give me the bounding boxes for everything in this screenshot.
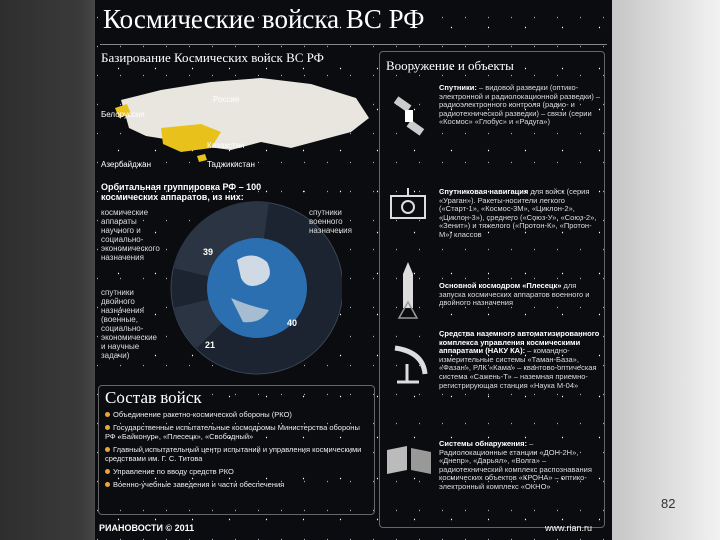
tajikistan-shape	[197, 154, 207, 162]
orbit-heading: Орбитальная группировка РФ – 100 космических аппаратов, из них:	[101, 182, 262, 202]
orbit-count-dual: 21	[205, 340, 216, 350]
infographic-slide	[95, 0, 612, 540]
bullet-icon	[105, 412, 110, 417]
radar-dish-icon	[389, 342, 431, 384]
composition-item: Управление по вводу средств РКО	[105, 468, 367, 477]
page-title: Космические войска ВС РФ	[103, 4, 425, 34]
source-url: www.rian.ru	[545, 523, 593, 533]
bullet-icon	[105, 482, 110, 487]
composition-item: Главный испытательный центр испытаний и управления космическими средствами им. Г. С. Титова	[105, 445, 362, 463]
bullet-icon	[105, 469, 110, 474]
radar-station-icon	[385, 440, 433, 480]
map-label-azerbaijan: Азербайджан	[101, 160, 152, 169]
source-credit: РИАНОВОСТИ © 2011	[99, 523, 195, 533]
satellite-icon	[385, 92, 433, 140]
bullet-icon	[105, 425, 110, 430]
orbit-count-military: 40	[287, 318, 298, 328]
header-divider	[100, 44, 607, 45]
composition-item: Государственные испытательные космодромы Министерства обороны РФ «Байконур», «Плесецк», «Свободный»	[105, 423, 360, 441]
orbit-label-dual-use: спутники двойного назначения (военные, социально-экономические и научные задачи)	[101, 288, 157, 360]
armament-section-plesetsk: Основной космодром «Плесецк» для запуска космических аппаратов военного и двойного назначения	[439, 281, 590, 308]
navigation-satellite-icon	[389, 188, 427, 224]
orbit-label-military: спутники военного назначения	[309, 208, 352, 235]
composition-item: Военно-учебные заведения и части обеспечения	[105, 481, 367, 490]
armament-section-satellites: Спутники: – видовой разведки (оптико-электронной и радиолокационной разведки) – радиоэлектронного контроля (радио- и радиотехнической разведки) – связи (серии «Космос» «Глобус» и «Радуга»)	[439, 83, 601, 127]
map-label-belarus: Белоруссия	[101, 110, 145, 119]
russia-shape	[121, 78, 369, 150]
rocket-icon	[395, 262, 421, 320]
orbit-count-science: 39	[203, 247, 214, 257]
bullet-icon	[105, 447, 110, 452]
slide-page-number: 82	[661, 496, 676, 511]
composition-item: Объединение ракетно-космической обороны (РКО)	[105, 411, 367, 420]
armament-section-detection: Системы обнаружения: – Радиолокационные станции «ДОН-2Н», «Днепр», «Дарьял», «Волга» – радиотехнический комплекс распознавания космических объектов «КРОНА» – оптико-электронный комплекс «ОКНО»	[439, 439, 592, 491]
composition-heading: Состав войск	[105, 388, 202, 407]
armament-section-navigation: Спутниковая навигация для войск (серия «Ураган»). Ракеты-носители легкого («Старт-1», «Космос-3М», «Циклон-2», «Циклон-3»), среднего («Союз-У», «Союз-2», «Зенит») и тяжелого («Протон-К», «Протон-М») классов	[439, 187, 597, 239]
armament-section-naku: Средства наземного автоматизированного комплекса управления космическими аппаратами (НАКУ КА): – командно-измерительные системы «Таман-База», «Фазан», РЛК «Кама» – квантово-оптическая система «Сажень-Т» – наземная приемно-регистрирующая станция «Наука М-04»	[439, 329, 600, 390]
map-label-russia: Россия	[213, 95, 240, 104]
orbit-label-science: космические аппараты научного и социально-экономического назначения	[101, 208, 160, 262]
basing-heading: Базирование Космических войск ВС РФ	[101, 50, 324, 65]
armament-heading: Вооружение и объекты	[386, 58, 514, 73]
map-label-kazakhstan: Казахстан	[207, 141, 245, 150]
map-label-tajikistan: Таджикистан	[207, 160, 255, 169]
